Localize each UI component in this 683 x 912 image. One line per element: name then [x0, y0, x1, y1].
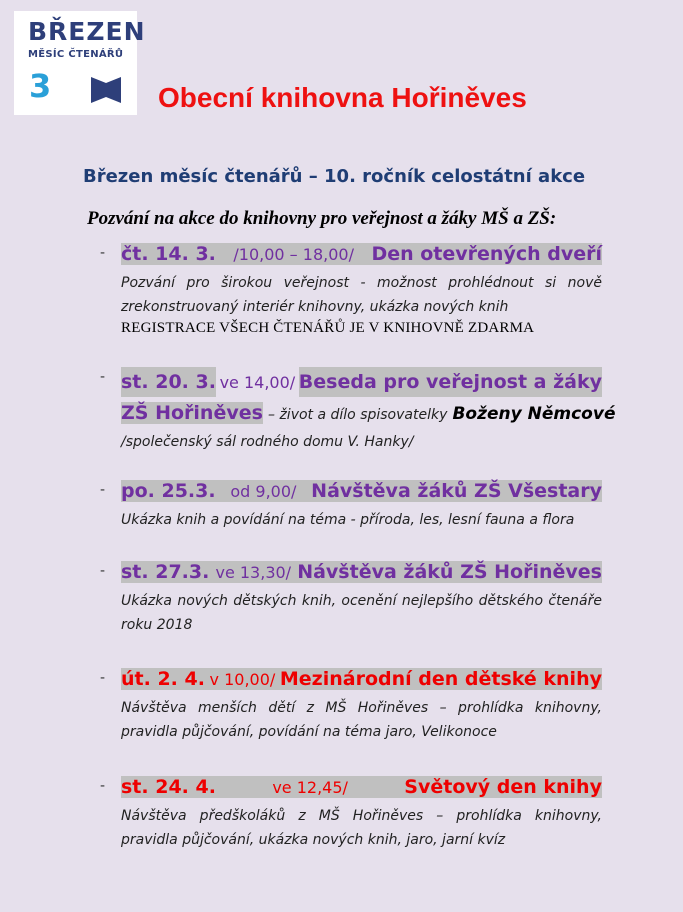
list-dash: - — [100, 369, 106, 385]
event-date: st. 20. 3. — [121, 367, 216, 397]
event-name: Mezinárodní den dětské knihy — [279, 668, 602, 690]
event-name: Beseda pro veřejnost a žáky — [299, 367, 602, 397]
event-item — [100, 367, 616, 454]
event-description: Návštěva předškoláků z MŠ Hořiněves – prohlídka knihovny, pravidla půjčování, ukázka nových knih, jaro, jarní kvíz — [121, 808, 602, 848]
list-dash: - — [100, 778, 106, 794]
event-name: Návštěva žáků ZŠ Hořiněves — [297, 561, 602, 583]
event-location: /společenský sál rodného domu V. Hanky/ — [121, 434, 414, 450]
event-item — [100, 776, 602, 852]
event-description: – život a dílo spisovatelky — [268, 407, 448, 423]
event-header — [121, 561, 602, 583]
event-name: Den otevřených dveří — [371, 243, 602, 265]
event-time: od 9,00/ — [230, 482, 297, 501]
logo — [14, 11, 146, 115]
event-date: st. 24. 4. — [121, 776, 216, 798]
list-dash: - — [100, 670, 106, 686]
event-time: ve 12,45/ — [272, 778, 348, 797]
event-header — [121, 367, 616, 430]
author-name: Boženy Němcové — [452, 404, 616, 424]
logo-subtitle: MĚSÍC ČTENÁŘŮ — [28, 49, 124, 60]
event-time: v 10,00/ — [209, 670, 276, 689]
list-dash: - — [100, 245, 106, 261]
event-name: Návštěva žáků ZŠ Všestary — [311, 480, 602, 502]
moon-book-icon — [56, 71, 131, 107]
event-header — [121, 668, 602, 690]
event-description: Ukázka knih a povídání na téma - příroda, les, lesní fauna a flora — [121, 512, 575, 528]
invitation-heading: Pozvání na akce do knihovny pro veřejnost a žáky MŠ a ZŠ: — [87, 208, 557, 229]
list-dash: - — [100, 563, 106, 579]
event-time: /10,00 – 18,00/ — [233, 245, 354, 264]
event-item — [100, 243, 602, 337]
event-description: Návštěva menších dětí z MŠ Hořiněves – prohlídka knihovny, pravidla půjčování, povídání na téma jaro, Velikonoce — [121, 700, 602, 740]
event-item — [100, 480, 602, 532]
event-name: Světový den knihy — [404, 776, 602, 798]
event-description: Pozvání pro širokou veřejnost - možnost prohlédnout si nově zrekonstruovaný interiér knihovny, ukázka nových knih — [121, 275, 602, 315]
logo-number: 3 — [29, 67, 52, 105]
event-date: čt. 14. 3. — [121, 243, 216, 265]
event-time: ve 13,30/ — [215, 563, 292, 582]
event-item — [100, 561, 602, 637]
page-subtitle: Březen měsíc čtenářů – 10. ročník celostátní akce — [83, 166, 586, 187]
event-name-continued: ZŠ Hořiněves — [121, 402, 263, 424]
event-description: Ukázka nových dětských knih, ocenění nejlepšího dětského čtenáře roku 2018 — [121, 593, 602, 633]
logo-title: BŘEZEN — [28, 17, 146, 46]
list-dash: - — [100, 482, 106, 498]
event-date: út. 2. 4. — [121, 668, 205, 690]
event-header — [121, 480, 602, 502]
event-time: ve 14,00/ — [219, 373, 296, 392]
event-header — [121, 776, 602, 798]
event-item — [100, 668, 602, 744]
event-date: st. 27.3. — [121, 561, 210, 583]
registration-note: REGISTRACE VŠECH ČTENÁŘŮ JE V KNIHOVNĚ ZDARMA — [121, 320, 535, 336]
event-header — [121, 243, 602, 265]
event-date: po. 25.3. — [121, 480, 216, 502]
page-title: Obecní knihovna Hořiněves — [158, 82, 527, 113]
